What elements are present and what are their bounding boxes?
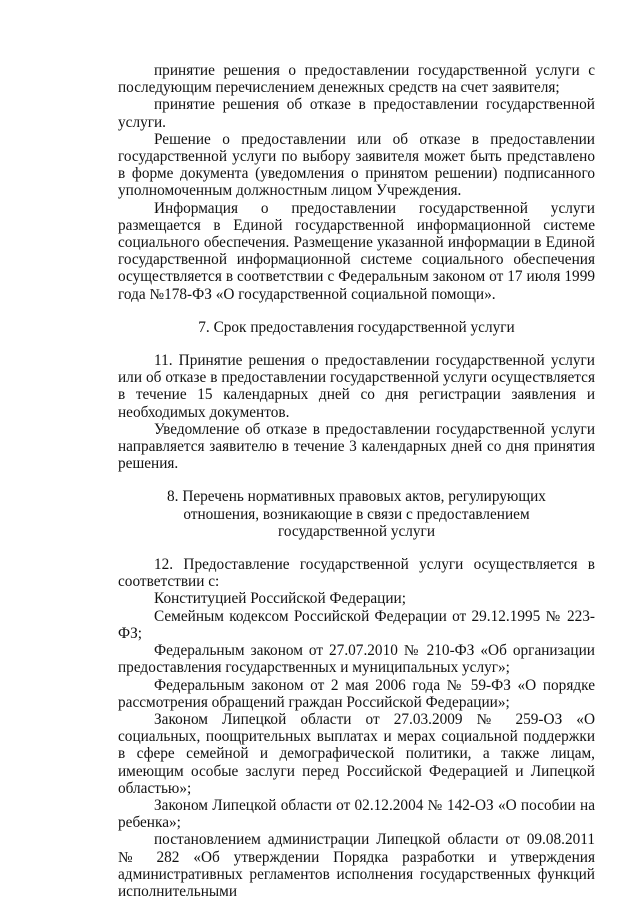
spacer xyxy=(118,472,595,488)
paragraph: Федеральным законом от 27.07.2010 № 210-ФЗ «Об организации предоставления государственных и муниципальных услуг»; xyxy=(118,642,595,677)
paragraph: Информация о предоставлении государственной услуги размещается в Единой государственной информационной системе социального обеспечения. Размещение указанной информации в Единой государственной информационной системе социального обеспечения осуществляется в соответствии с Федеральным законом от 17 июля 1999 года №178-ФЗ «О государственной социальной помощи». xyxy=(118,199,595,303)
spacer xyxy=(118,303,595,319)
spacer xyxy=(118,336,595,352)
paragraph: Решение о предоставлении или об отказе в предоставлении государственной услуги по выбору заявителя может быть представлено в форме документа (уведомления о принятом решении) подписанного уполномоченным должностным лицом Учреждения. xyxy=(118,130,595,200)
paragraph: Семейным кодексом Российской Федерации от 29.12.1995 № 223-ФЗ; xyxy=(118,607,595,642)
paragraph: Уведомление об отказе в предоставлении государственной услуги направляется заявителю в течение 3 календарных дней со дня принятия решения. xyxy=(118,420,595,473)
section-heading-line: государственной услуги xyxy=(277,522,436,540)
section-heading-line: 8. Перечень нормативных правовых актов, регулирующих xyxy=(167,488,546,506)
paragraph: постановлением администрации Липецкой области от 09.08.2011 № 282 «Об утверждении Порядка разработки и утверждения административных регламентов исполнения государственных функций исполнительными xyxy=(118,831,595,900)
paragraph: 12. Предоставление государственной услуги осуществляется в соответствии с: xyxy=(118,556,595,591)
paragraph: Законом Липецкой области от 02.12.2004 № 142-ОЗ «О пособии на ребенка»; xyxy=(118,796,595,832)
document-body xyxy=(118,62,595,900)
paragraph: 11. Принятие решения о предоставлении государственной услуги или об отказе в предоставлении государственной услуги осуществляется в течение 15 календарных дней со дня регистрации заявления и необходимых документов. xyxy=(118,352,595,421)
section-heading-line: отношения, возникающие в связи с предоставлением xyxy=(183,505,530,523)
paragraph: Законом Липецкой области от 27.03.2009 № 259-ОЗ «О социальных, поощрительных выплатах и мерах социальной поддержки в сфере семейной и демографической политики, а также лицам, имеющим особые заслуги перед Российской Федерацией и Липецкой областью»; xyxy=(118,710,595,797)
section-heading: 7. Срок предоставления государственной услуги xyxy=(198,318,515,336)
paragraph: принятие решения об отказе в предоставлении государственной услуги. xyxy=(118,96,595,131)
spacer xyxy=(118,540,595,556)
paragraph: принятие решения о предоставлении государственной услуги с последующим перечислением денежных средств на счет заявителя; xyxy=(118,62,595,97)
paragraph: Конституцией Российской Федерации; xyxy=(154,590,406,608)
paragraph: Федеральным законом от 2 мая 2006 года № 59-ФЗ «О порядке рассмотрения обращений граждан Российской Федерации»; xyxy=(118,676,595,711)
